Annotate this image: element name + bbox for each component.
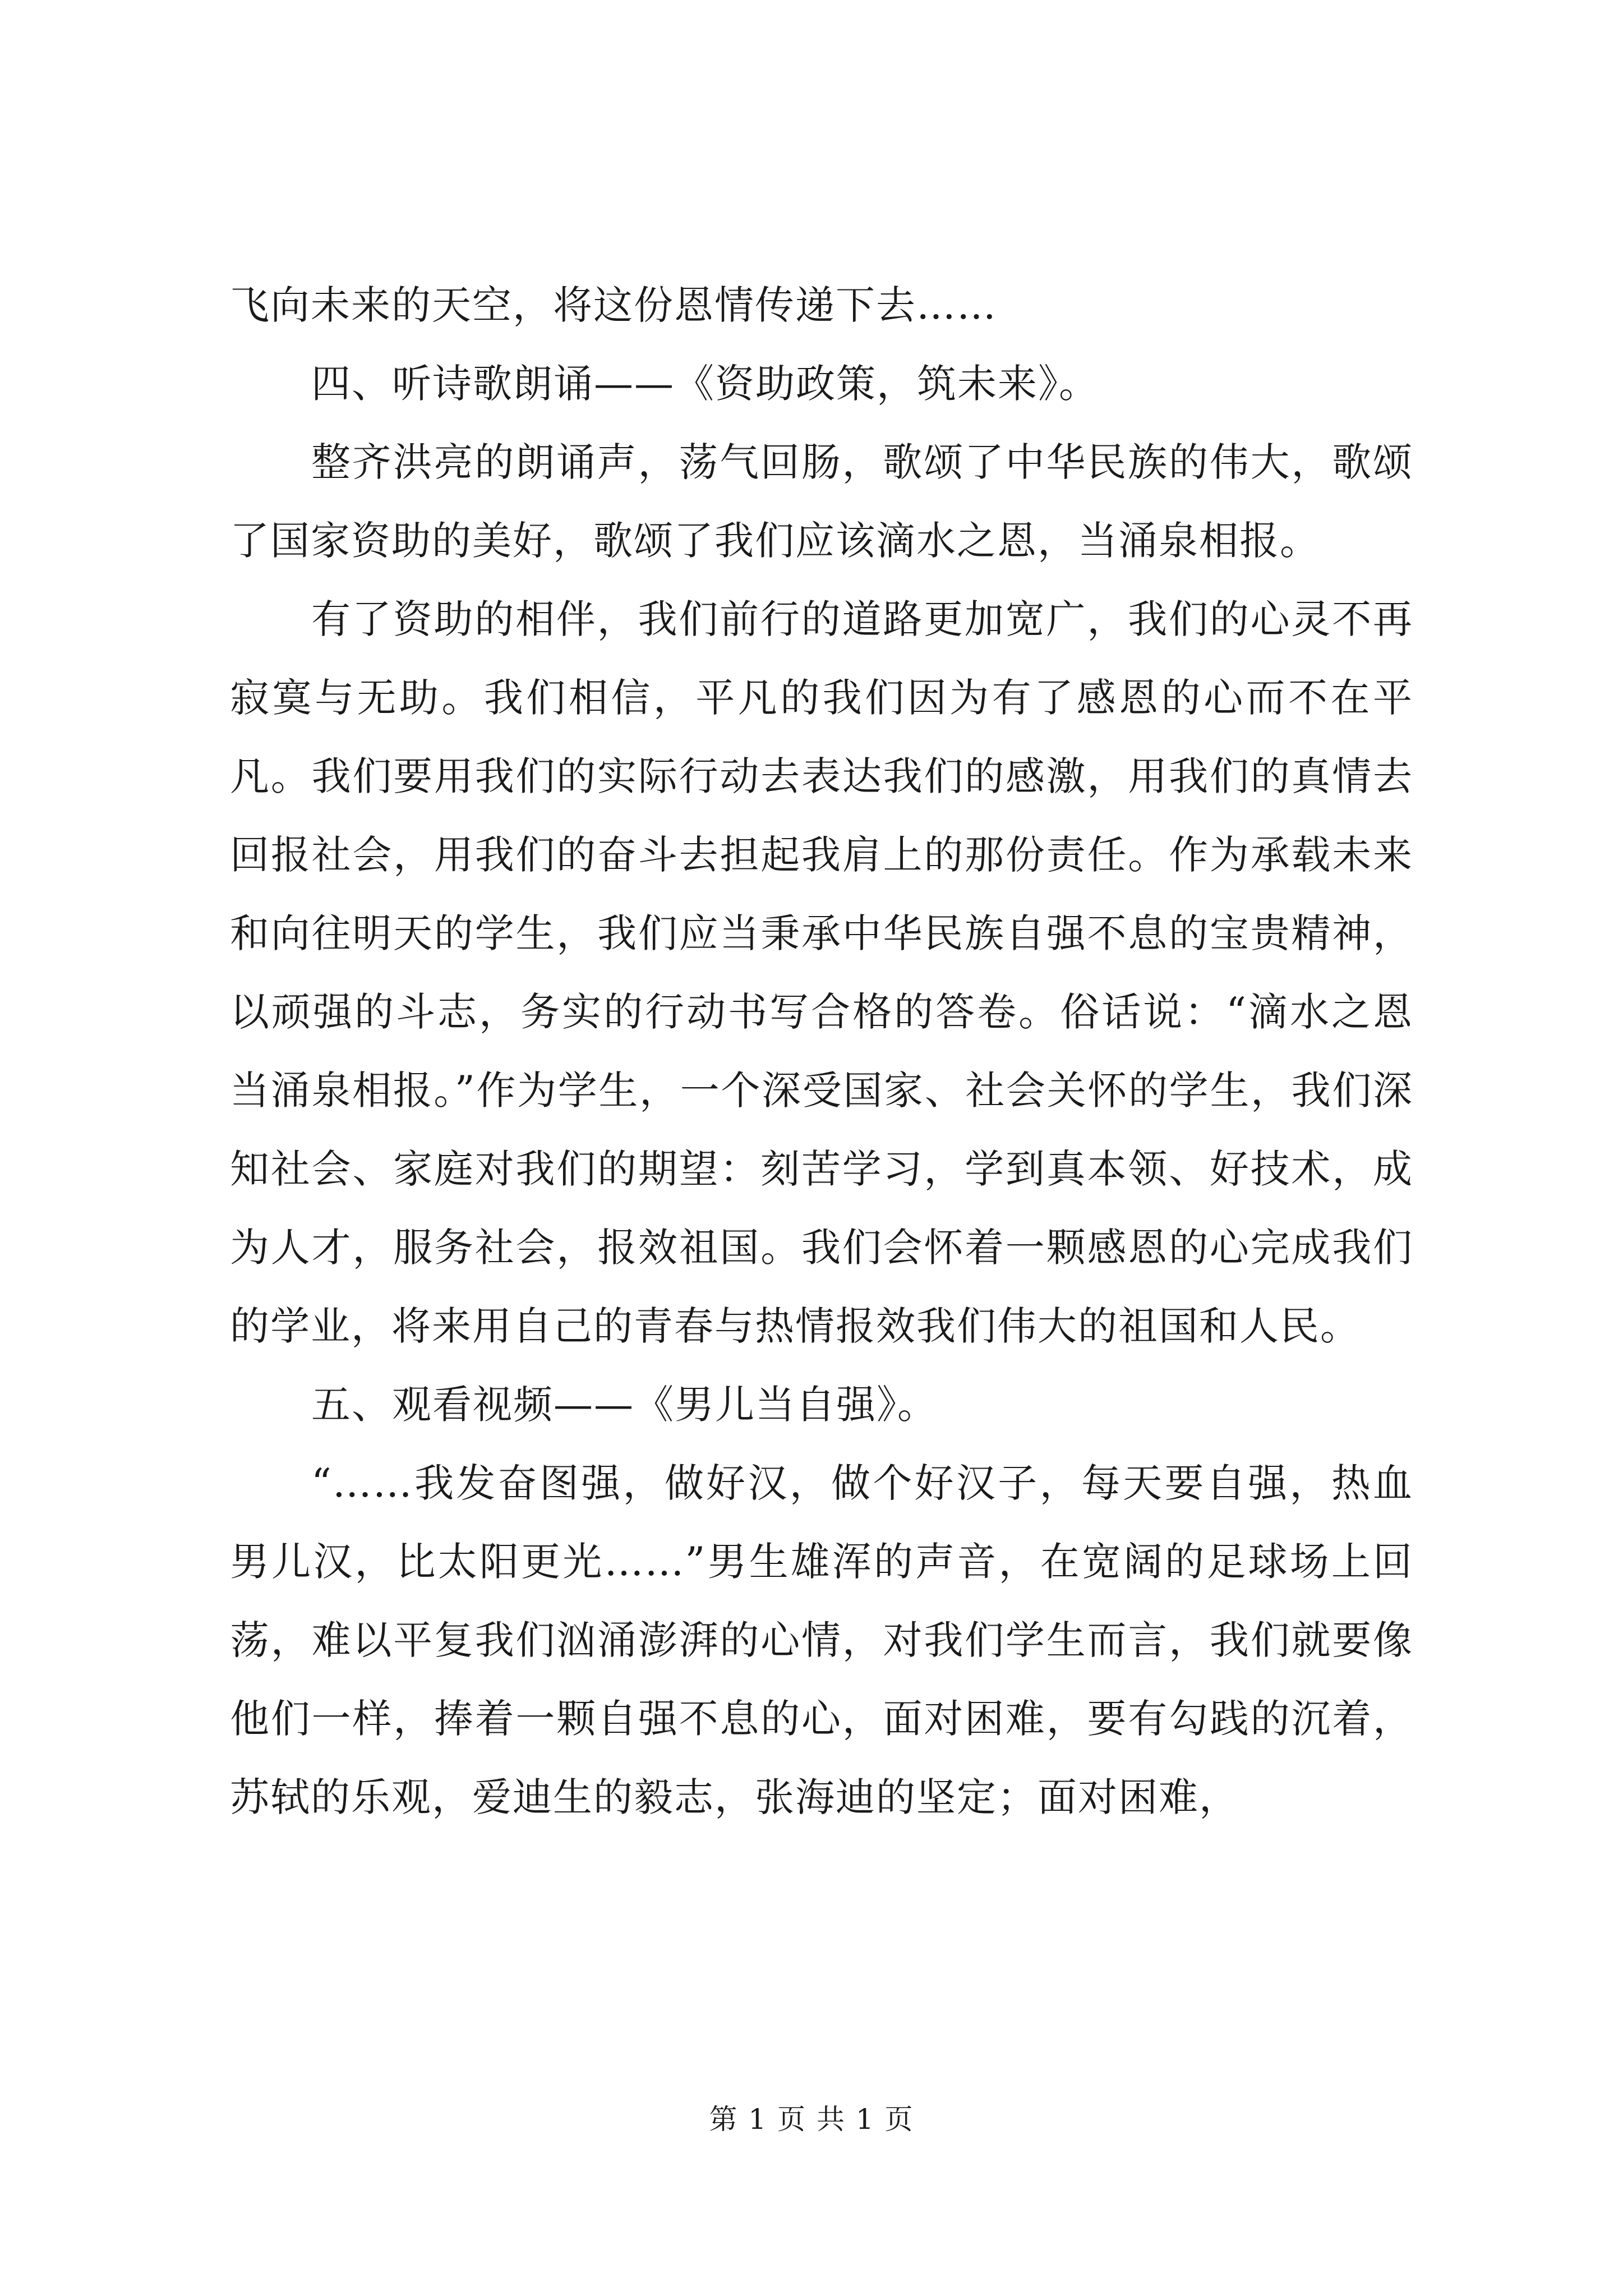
section-heading-poetry-recital: 四、听诗歌朗诵——《资助政策，筑未来》。 [311, 361, 1099, 407]
document-body [230, 266, 1413, 1837]
paragraph-recital-description: 整齐洪亮的朗诵声，荡气回肠，歌颂了中华民族的伟大，歌颂了国家资助的美好，歌颂了我们应该滴水之恩，当涌泉相报。 [230, 439, 1413, 564]
paragraph-video-description: “……我发奋图强，做好汉，做个好汉子，每天要自强，热血男儿汉，比太阳更光……”男生雄浑的声音，在宽阔的足球场上回荡，难以平复我们汹涌澎湃的心情，对我们学生而言，我们就要像他们一样，捧着一颗自强不息的心，面对困难，要有勾践的沉着，苏轼的乐观，爱迪生的毅志，张海迪的坚定；面对困难， [230, 1460, 1413, 1820]
paragraph-gratitude: 有了资助的相伴，我们前行的道路更加宽广，我们的心灵不再寂寞与无助。我们相信，平凡的我们因为有了感恩的心而不在平凡。我们要用我们的实际行动去表达我们的感激，用我们的真情去回报社会，用我们的奋斗去担起我肩上的那份责任。作为承载未来和向往明天的学生，我们应当秉承中华民族自强不息的宝贵精神，以顽强的斗志，务实的行动书写合格的答卷。俗话说：“滴水之恩当涌泉相报。”作为学生，一个深受国家、社会关怀的学生，我们深知社会、家庭对我们的期望：刻苦学习，学到真本领、好技术，成为人才，服务社会，报效祖国。我们会怀着一颗感恩的心完成我们的学业，将来用自己的青春与热情报效我们伟大的祖国和人民。 [230, 596, 1413, 1349]
section-heading-video: 五、观看视频——《男儿当自强》。 [311, 1382, 938, 1428]
paragraph-continuation: 飞向未来的天空，将这份恩情传递下去…… [230, 282, 997, 328]
page-footer: 第 1 页 共 1 页 [709, 2103, 914, 2136]
